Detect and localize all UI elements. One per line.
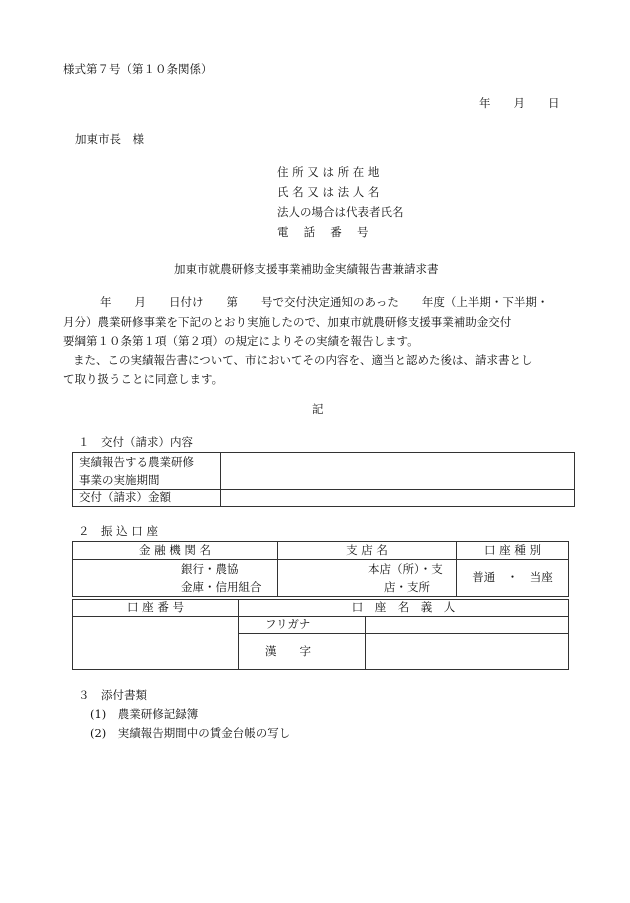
account-number-value	[73, 617, 239, 670]
implementation-period-label-b: 事業の実施期間	[79, 473, 160, 487]
grant-amount-value	[221, 490, 575, 507]
attachment-item-1: (1) 農業研修記録簿	[90, 707, 199, 721]
account-number-header: 口 座 番 号	[73, 600, 239, 617]
bank-name-header: 金 融 機 関 名	[73, 542, 278, 560]
furigana-value	[366, 617, 569, 634]
implementation-period-label	[73, 453, 221, 490]
account-holder-header: 口 座 名 義 人	[239, 600, 569, 617]
document-title: 加東市就農研修支援事業補助金実績報告書兼請求書	[174, 262, 439, 276]
account-holder-table	[72, 599, 569, 670]
ki-heading: 記	[312, 402, 324, 416]
branch-name-header: 支 店 名	[278, 542, 457, 560]
applicant-representative-label: 法人の場合は代表者氏名	[277, 205, 404, 219]
section3-heading: ３ 添付書類	[78, 688, 147, 702]
implementation-period-value	[221, 453, 575, 490]
implementation-period-label-a: 実績報告する農業研修	[79, 455, 194, 469]
section2-heading: ２ 振 込 口 座	[78, 524, 158, 538]
kanji-label: 漢 字	[239, 634, 366, 670]
branch-kind-cell	[278, 560, 457, 597]
kanji-value	[366, 634, 569, 670]
body-line-1: 年 月 日付け 第 号で交付決定通知のあった 年度（上半期・下半期・	[100, 295, 549, 309]
bank-account-table	[72, 541, 569, 597]
branch-kind-a: 本店（所）・支	[368, 562, 443, 576]
branch-kind-b: 店・支所	[384, 580, 430, 594]
applicant-phone-label: 電 話 番 号	[277, 225, 369, 239]
grant-amount-label: 交付（請求）金額	[73, 490, 221, 507]
grant-content-table	[72, 452, 575, 507]
account-type-value: 普通 ・ 当座	[457, 560, 569, 597]
account-type-header: 口 座 種 別	[457, 542, 569, 560]
body-line-4: また、この実績報告書について、市においてその内容を、適当と認めた後は、請求書とし	[73, 353, 533, 367]
addressee: 加東市長 様	[75, 132, 144, 146]
date-line: 年 月 日	[479, 96, 560, 110]
applicant-name-label: 氏 名 又 は 法 人 名	[277, 185, 380, 199]
attachment-item-2: (2) 実績報告期間中の賃金台帳の写し	[90, 726, 291, 740]
bank-kind-b: 金庫・信用組合	[181, 580, 262, 594]
body-line-2: 月分）農業研修事業を下記のとおり実施したので、加東市就農研修支援事業補助金交付	[63, 315, 512, 329]
bank-kind-a: 銀行・農協	[181, 562, 239, 576]
furigana-label: フリガナ	[239, 617, 366, 634]
bank-kind-cell	[73, 560, 278, 597]
body-line-5: て取り扱うことに同意します。	[63, 372, 224, 386]
section1-heading: １ 交付（請求）内容	[78, 435, 193, 449]
form-number: 様式第７号（第１０条関係）	[63, 62, 213, 76]
body-line-3: 要綱第１０条第１項（第２項）の規定によりその実績を報告します。	[63, 334, 419, 348]
applicant-address-label: 住 所 又 は 所 在 地	[277, 165, 380, 179]
